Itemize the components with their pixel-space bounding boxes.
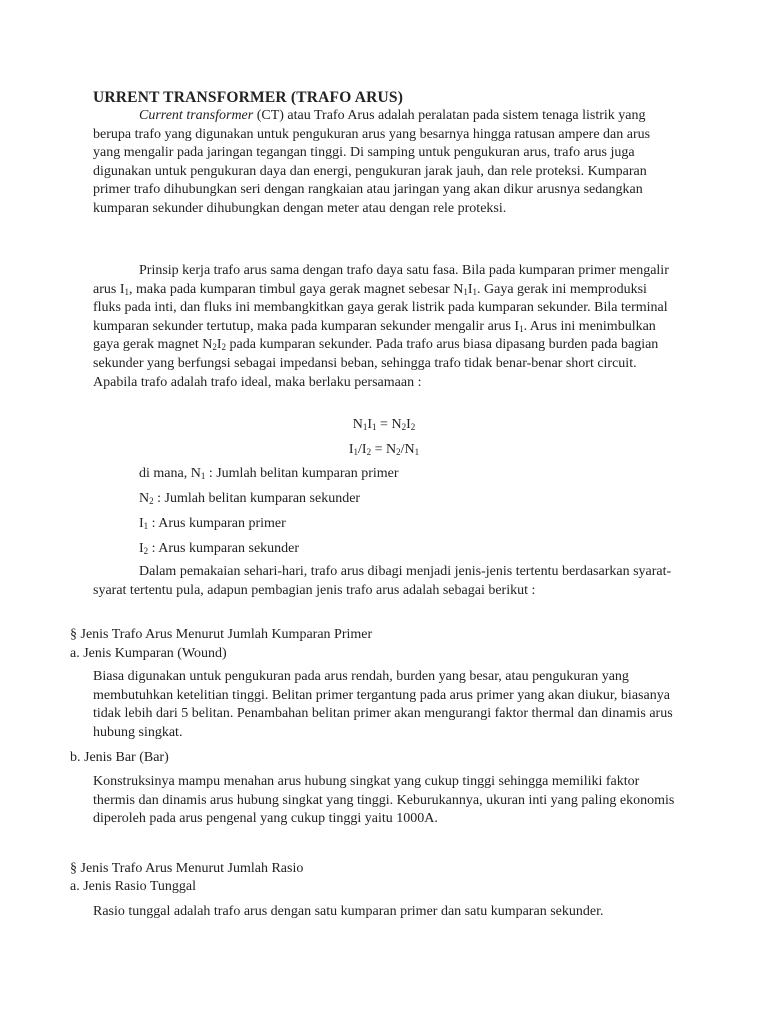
document-title: URRENT TRANSFORMER (TRAFO ARUS) — [93, 89, 404, 106]
definition-item: $I_1$ : Arus kumparan primer — [139, 516, 286, 531]
item-label-wound: a. Jenis Kumparan (Wound) — [70, 646, 227, 661]
item-label-rasio-tunggal: a. Jenis Rasio Tunggal — [70, 879, 197, 894]
item-text-wound: Biasa digunakan untuk pengukuran pada arus rendah, burden yang besar, atau pengukuran yang membutuhkan ketelitian tinggi. Belitan primer tergantung pada arus primer yang akan diukur, biasanya tidak lebih dari 5 belitan. Penambahan belitan primer akan mengurangi faktor thermal dan dinamis arus hubung singkat. — [93, 669, 673, 740]
usage-paragraph: Dalam pemakaian sehari-hari, trafo arus dibagi menjadi jenis-jenis tertentu berdasarkan syarat-syarat tertentu pula, adapun pembagian jenis trafo arus adalah sebagai berikut : — [93, 564, 672, 598]
intro-italic-term: Current transformer — [139, 108, 254, 123]
item-text-bar: Konstruksinya mampu menahan arus hubung singkat yang cukup tinggi sehingga memiliki faktor thermis dan dinamis arus hubung singkat yang tinggi. Keburukannya, ukuran inti yang paling ekonomis diperoleh pada arus pengenal yang cukup tinggi yaitu 1000A. — [93, 774, 675, 827]
section-heading-rasio: § Jenis Trafo Arus Menurut Jumlah Rasio — [70, 861, 304, 876]
definition-item: $I_2$ : Arus kumparan sekunder — [139, 541, 300, 556]
item-text-rasio-tunggal: Rasio tunggal adalah trafo arus dengan satu kumparan primer dan satu kumparan sekunder. — [93, 904, 604, 919]
item-label-bar: b. Jenis Bar (Bar) — [70, 750, 169, 765]
intro-paragraph: Current transformer (CT) atau Trafo Arus adalah peralatan pada sistem tenaga listrik yang berupa trafo yang digunakan untuk pengukuran arus yang besarnya hingga ratusan ampere dan arus yang mengalir pada jaringan tegangan tinggi. Di samping untuk pengukuran arus, trafo arus juga digunakan untuk pengukuran daya dan energi, pengukuran jarak jauh, dan rele proteksi. Kumparan primer trafo dihubungkan seri dengan rangkaian atau jaringan yang akan dikur arusnya sedangkan kumparan sekunder dihubungkan dengan meter atau dengan rele proteksi. — [93, 108, 651, 216]
equation-1: $N_1I_1 = N_2I_2$ — [352, 417, 416, 432]
definition-item: $N_2$ : Jumlah belitan kumparan sekunder — [139, 491, 361, 506]
equation-2: $I_1/I_2 = N_2/N_1$ — [348, 442, 420, 457]
principle-paragraph: Prinsip kerja trafo arus sama dengan trafo daya satu fasa. Bila pada kumparan primer mengalir arus $I_1$, maka pada kumparan timbul gaya gerak magnet sebesar $N_1I_1$. Gaya gerak ini memproduksi fluks pada inti, dan fluks ini membangkitkan gaya gerak listrik pada kumparan sekunder. Bila terminal kumparan sekunder tertutup, maka pada kumparan sekunder mengalir arus $I_1$. Arus ini menimbulkan gaya gerak magnet $N_2I_2$ pada kumparan sekunder. Pada trafo arus biasa dipasang burden pada bagian sekunder yang berfungsi sebagai impedansi beban, sehingga trafo tidak benar-benar short circuit. Apabila trafo adalah trafo ideal, maka berlaku persamaan : — [93, 263, 669, 390]
section-heading-primer: § Jenis Trafo Arus Menurut Jumlah Kumparan Primer — [70, 627, 373, 642]
definition-item: di mana, $N_1$ : Jumlah belitan kumparan primer — [139, 466, 399, 481]
